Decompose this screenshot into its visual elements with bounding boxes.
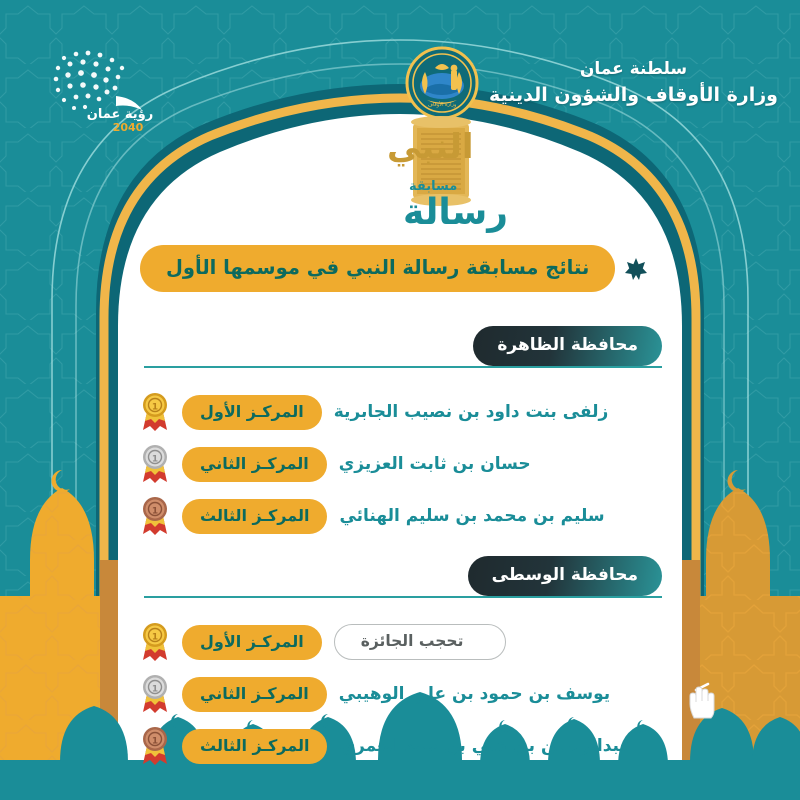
svg-text:وزارة الأوقاف: وزارة الأوقاف (427, 102, 457, 108)
eight-point-star-icon (625, 258, 647, 280)
result-row (140, 490, 662, 542)
governorate-header (140, 556, 662, 600)
governorate-section-1 (140, 556, 662, 772)
svg-text:1: 1 (151, 506, 159, 517)
results-list (140, 386, 662, 542)
vision-logo-year: 2040 (112, 121, 144, 134)
winner-name: زلفى بنت داود بن نصيب الجابرية (333, 402, 609, 422)
rank-label: المركـز الأول (182, 625, 322, 660)
winner-name: سليم بن محمد بن سليم الهنائي (339, 506, 605, 526)
risalat-al-nabi-competition-logo (291, 106, 511, 246)
results-content (140, 245, 662, 786)
gold-medal-icon (140, 392, 170, 432)
ministry-line-1: سلطنة عمان (579, 58, 688, 79)
gold-medal-icon (140, 622, 170, 662)
svg-text:1: 1 (151, 736, 159, 747)
logo-word-musabaqa: مسابقة (409, 179, 458, 194)
rank-label: المركـز الثالث (182, 499, 327, 534)
silver-medal-icon (140, 444, 170, 484)
rank-label: المركـز الثالث (182, 729, 327, 764)
svg-text:1: 1 (151, 632, 159, 643)
silver-medal-icon (140, 674, 170, 714)
result-row (140, 438, 662, 490)
winner-name: يوسف بن حمود بن علي الوهيبي (338, 684, 611, 704)
svg-text:1: 1 (151, 402, 159, 413)
governorate-sections (140, 326, 662, 772)
result-row (140, 616, 662, 668)
governorate-section-0 (140, 326, 662, 542)
result-row (140, 720, 662, 772)
bronze-medal-icon (140, 726, 170, 766)
ministry-line-2: وزارة الأوقاف والشؤون الدينية (488, 83, 778, 106)
vision-logo-text: رؤية عمان (86, 107, 154, 122)
bronze-medal-icon (140, 496, 170, 536)
rank-label: المركـز الثاني (182, 447, 327, 482)
svg-text:1: 1 (151, 454, 159, 465)
svg-text:1: 1 (151, 684, 159, 695)
page-title-row (140, 245, 662, 292)
governorate-name: محافظة الوسطى (468, 556, 662, 596)
governorate-divider (144, 366, 662, 368)
results-list (140, 616, 662, 772)
page-title: نتائج مسابقة رسالة النبي في موسمها الأول (140, 245, 615, 292)
prize-withheld-label: تحجب الجائزة (334, 624, 507, 660)
winner-name: عبدالرحمن بن علي بن حمد العمري (339, 736, 632, 756)
governorate-header (140, 326, 662, 370)
rank-label: المركـز الثاني (182, 677, 327, 712)
result-row (140, 386, 662, 438)
governorate-divider (144, 596, 662, 598)
logo-word-risala: رسالة (403, 192, 508, 233)
result-row (140, 668, 662, 720)
swipe-left-hand-icon[interactable] (680, 678, 722, 722)
rank-label: المركـز الأول (182, 395, 322, 430)
governorate-name: محافظة الظاهرة (473, 326, 662, 366)
winner-name: حسان بن ثابت العزيزي (338, 454, 531, 474)
logo-word-nabi: النبي (387, 127, 474, 167)
